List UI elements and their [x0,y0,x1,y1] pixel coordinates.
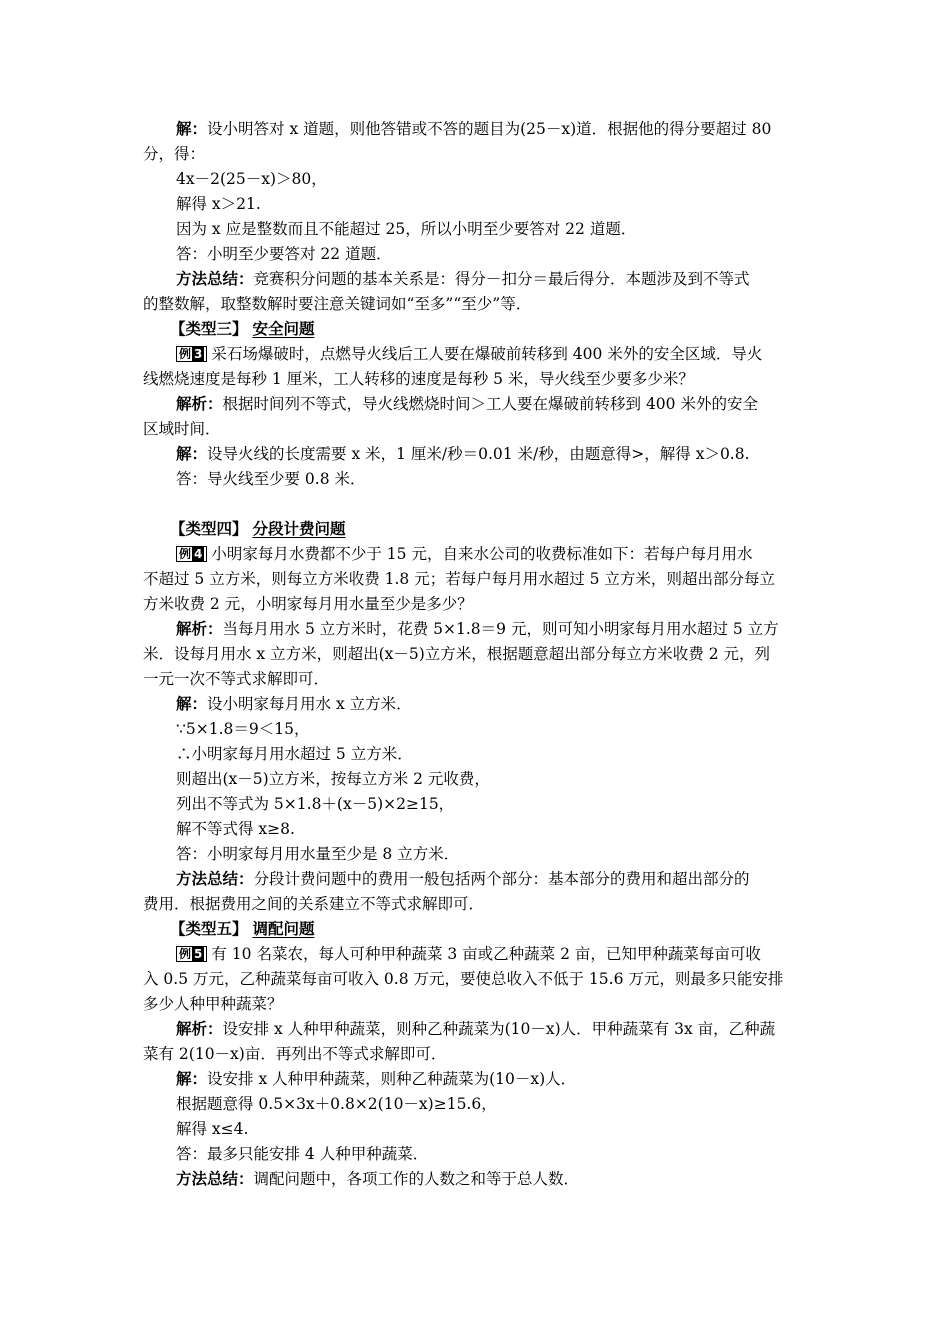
sec4-solution-line-1: 解：设小明家每月用水 x 立方米． [176,695,412,713]
sec4-solution-line-3: ∴小明家每月用水超过 5 立方米． [176,745,413,763]
sec5-heading: 【类型五】 调配问题 [170,920,315,938]
sec5-example-line-2: 入 0.5 万元，乙种蔬菜每亩可收入 0.8 万元，要使总收入不低于 15.6 万元，则最多只能安排 [143,970,784,988]
sec2-answer: 答：小明至少要答对 22 道题． [176,245,392,263]
sec5-example-line-3: 多少人种甲种蔬菜？ [143,995,283,1013]
sec5-solution-line-2: 根据题意得 0.5×3x＋0.8×2(10－x)≥15.6， [176,1095,497,1113]
analysis-label: 解析： [176,620,223,638]
sec5-answer: 答：最多只能安排 4 人种甲种蔬菜． [176,1145,429,1163]
example-badge: 例 3 [176,346,207,362]
sec4-example-line-2: 不超过 5 立方米，则每立方米收费 1.8 元；若每户每月用水超过 5 立方米，则超出部分每立 [143,570,775,588]
sec4-analysis-line-1: 解析：当每月用水 5 立方米时，花费 5×1.8＝9 元，则可知小明家每月用水超过 5 立方 [176,620,779,638]
sec4-heading: 【类型四】 分段计费问题 [170,520,346,538]
sec4-answer: 答：小明家每月用水量至少是 8 立方米． [176,845,460,863]
summary-label: 方法总结： [176,270,254,288]
sec2-solution-line-1: 解：设小明答对 x 道题，则他答错或不答的题目为(25－x)道．根据他的得分要超过 80 [176,120,772,138]
sec4-title: 分段计费问题 [252,520,346,538]
sec2-summary-line-1: 方法总结：竞赛积分问题的基本关系是：得分－扣分＝最后得分．本题涉及到不等式 [176,270,750,288]
sec5-example-line-1: 例 5 有 10 名菜农，每人可种甲种蔬菜 3 亩或乙种蔬菜 2 亩，已知甲种蔬菜每亩可收 [176,943,761,965]
analysis-label: 解析： [176,1020,223,1038]
sec2-result: 解得 x＞21. [176,195,261,213]
analysis-label: 解析： [176,395,223,413]
sec3-example-line-1: 例 3 采石场爆破时，点燃导火线后工人要在爆破前转移到 400 米外的安全区域．导火 [176,343,762,365]
sec3-analysis-line-1: 解析：根据时间列不等式，导火线燃烧时间＞工人要在爆破前转移到 400 米外的安全 [176,395,758,413]
example-badge: 例 5 [176,946,207,962]
solution-label: 解： [176,445,208,463]
example-badge: 例 4 [176,546,207,562]
sec2-solution-line-2: 分，得： [143,145,206,163]
sec3-analysis-line-2: 区域时间． [143,420,221,438]
sec3-example-line-2: 线燃烧速度是每秒 1 厘米，工人转移的速度是每秒 5 米，导火线至少要多少米？ [143,370,694,388]
summary-label: 方法总结： [176,870,254,888]
sec4-solution-line-4: 则超出(x－5)立方米，按每立方米 2 元收费， [176,770,490,788]
sec4-solution-line-2: ∵5×1.8＝9＜15， [176,720,310,738]
sec5-analysis-line-2: 菜有 2(10－x)亩．再列出不等式求解即可． [143,1045,447,1063]
sec4-solution-line-5: 列出不等式为 5×1.8＋(x－5)×2≥15， [176,795,455,813]
sec4-analysis-line-2: 米．设每月用水 x 立方米，则超出(x－5)立方米，根据题意超出部分每立方米收费 2 元，列 [143,645,771,663]
sec4-analysis-line-3: 一元一次不等式求解即可． [143,670,330,688]
sec3-solution: 解：设导火线的长度需要 x 米，1 厘米/秒＝0.01 米/秒，由题意得>，解得 x＞0.8. [176,445,750,463]
solution-label: 解： [176,1070,208,1088]
sec4-summary-line-2: 费用．根据费用之间的关系建立不等式求解即可． [143,895,485,913]
solution-label: 解： [176,120,208,138]
sec4-example-line-1: 例 4 小明家每月水费都不少于 15 元，自来水公司的收费标准如下：若每户每月用水 [176,543,752,565]
summary-label: 方法总结： [176,1170,254,1188]
sec4-solution-line-6: 解不等式得 x≥8. [176,820,295,838]
sec4-summary-line-1: 方法总结：分段计费问题中的费用一般包括两个部分：基本部分的费用和超出部分的 [176,870,750,888]
sec2-equation: 4x－2(25－x)＞80， [176,170,327,188]
sec5-title: 调配问题 [252,920,315,938]
sec5-summary: 方法总结：调配问题中，各项工作的人数之和等于总人数． [176,1170,580,1188]
solution-label: 解： [176,695,208,713]
sec2-summary-line-2: 的整数解，取整数解时要注意关键词如“至多”“至少”等． [143,295,532,313]
sec3-title: 安全问题 [252,320,315,338]
sec3-heading: 【类型三】 安全问题 [170,320,315,338]
sec2-reasoning: 因为 x 应是整数而且不能超过 25，所以小明至少要答对 22 道题． [176,220,637,238]
sec5-analysis-line-1: 解析：设安排 x 人种甲种蔬菜，则种乙种蔬菜为(10－x)人．甲种蔬菜有 3x 亩，乙种蔬 [176,1020,776,1038]
sec5-solution-line-3: 解得 x≤4. [176,1120,249,1138]
sec4-example-line-3: 方米收费 2 元，小明家每月用水量至少是多少？ [143,595,473,613]
sec3-answer: 答：导火线至少要 0.8 米． [176,470,366,488]
sec5-solution-line-1: 解：设安排 x 人种甲种蔬菜，则种乙种蔬菜为(10－x)人． [176,1070,577,1088]
